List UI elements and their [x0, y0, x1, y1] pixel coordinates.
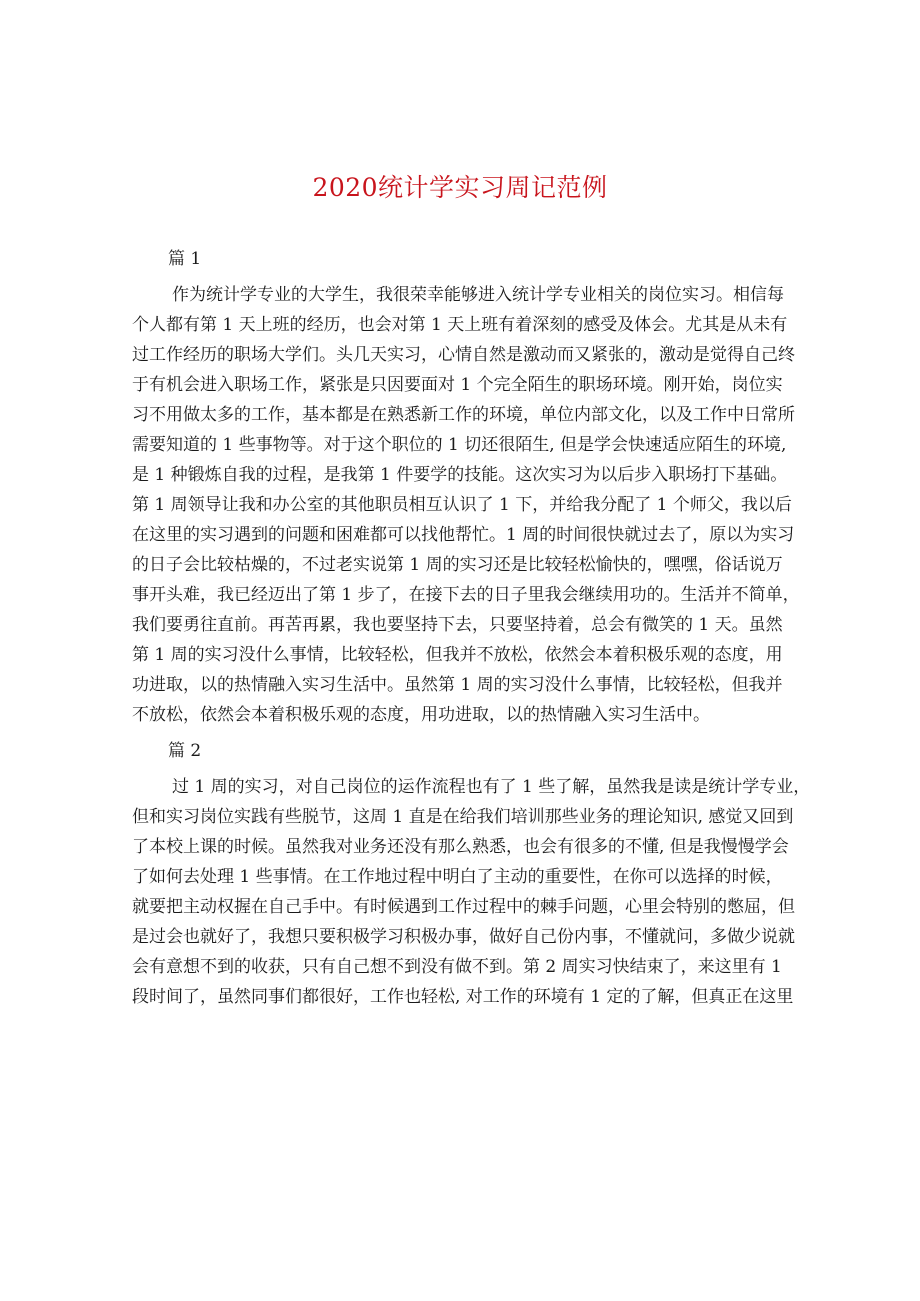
- paragraph-line: 于有机会进入职场工作，紧张是只因要面对 1 个完全陌生的职场环境。刚开始，岗位实: [132, 375, 783, 395]
- paragraph-line: 了如何去处理 1 些事情。在工作地过程中明白了主动的重要性，在你可以选择的时候，: [132, 867, 783, 887]
- paragraph-line: 作为统计学专业的大学生，我很荣幸能够进入统计学专业相关的岗位实习。相信每: [172, 285, 784, 305]
- paragraph-line: 习不用做太多的工作，基本都是在熟悉新工作的环境，单位内部文化，以及工作中日常所: [132, 405, 795, 425]
- paragraph-line: 但和实习岗位实践有些脱节，这周 1 直是在给我们培训那些业务的理论知识, 感觉又回到: [132, 807, 794, 827]
- paragraph-line: 功进取，以的热情融入实习生活中。虽然第 1 周的实习没什么事情，比较轻松，但我并: [132, 675, 783, 695]
- paragraph-line: 是过会也就好了，我想只要积极学习积极办事，做好自己份内事，不懂就问，多做少说就: [132, 927, 795, 947]
- section-1-paragraph: [132, 280, 800, 730]
- section-label-1: 篇 1: [168, 249, 202, 269]
- paragraph-line: 会有意想不到的收获，只有自己想不到没有做不到。第 2 周实习快结束了，来这里有 1: [132, 957, 782, 977]
- paragraph-line: 过工作经历的职场大学们。头几天实习，心情自然是激动而又紧张的，激动是觉得自己终: [132, 345, 795, 365]
- paragraph-line: 需要知道的 1 些事物等。对于这个职位的 1 切还很陌生, 但是学会快速适应陌生的环境,: [132, 435, 787, 455]
- document-title: 2020统计学实习周记范例: [312, 173, 608, 202]
- section-2-paragraph: [132, 772, 811, 1012]
- document-body: [132, 242, 811, 1016]
- paragraph-line: 就要把主动权握在自己手中。有时候遇到工作过程中的棘手问题，心里会特别的憋屈，但: [132, 897, 795, 917]
- paragraph-line: 段时间了，虽然同事们都很好，工作也轻松, 对工作的环境有 1 定的了解，但真正在这里: [132, 987, 794, 1007]
- section-label-2: 篇 2: [168, 741, 202, 761]
- paragraph-line: 事开头难，我已经迈出了第 1 步了，在接下去的日子里我会继续用功的。生活并不简单，: [132, 585, 800, 605]
- paragraph-line: 在这里的实习遇到的问题和困难都可以找他帮忙。1 周的时间很快就过去了，原以为实习: [132, 525, 795, 545]
- paragraph-line: 的日子会比较枯燥的，不过老实说第 1 周的实习还是比较轻松愉快的，嘿嘿，俗话说万: [132, 555, 783, 575]
- paragraph-line: 我们要勇往直前。再苦再累，我也要坚持下去，只要坚持着，总会有微笑的 1 天。虽然: [132, 615, 783, 635]
- paragraph-line: 第 1 周领导让我和办公室的其他职员相互认识了 1 下，并给我分配了 1 个师父，我以后: [132, 495, 792, 515]
- paragraph-line: 第 1 周的实习没什么事情，比较轻松，但我并不放松，依然会本着积极乐观的态度，用: [132, 645, 783, 665]
- paragraph-line: 不放松，依然会本着积极乐观的态度，用功进取，以的热情融入实习生活中。: [132, 705, 710, 725]
- paragraph-line: 过 1 周的实习，对自己岗位的运作流程也有了 1 些了解，虽然我是读是统计学专业，: [172, 777, 811, 797]
- paragraph-line: 了本校上课的时候。虽然我对业务还没有那么熟悉，也会有很多的不懂, 但是我慢慢学会: [132, 837, 789, 857]
- paragraph-line: 是 1 种锻炼自我的过程，是我第 1 件要学的技能。这次实习为以后步入职场打下基础。: [132, 465, 788, 485]
- paragraph-line: 个人都有第 1 天上班的经历，也会对第 1 天上班有着深刻的感受及体会。尤其是从未有: [132, 315, 788, 335]
